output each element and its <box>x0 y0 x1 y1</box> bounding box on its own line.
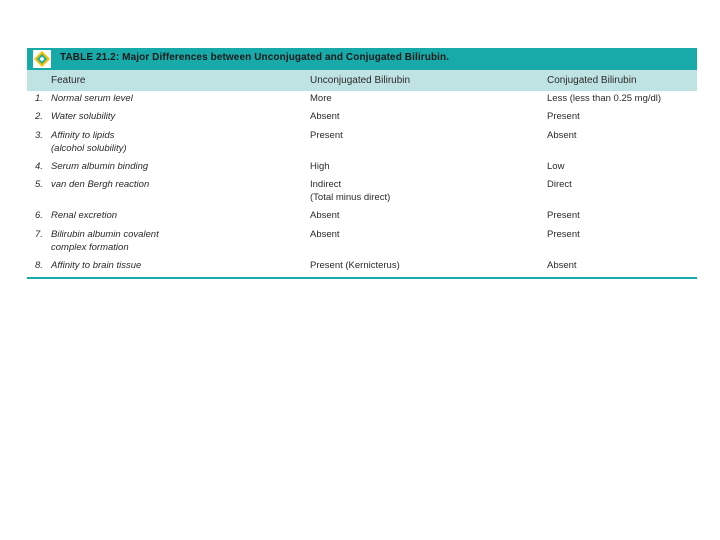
row-unconjugated: High <box>310 161 330 172</box>
table-title: TABLE 21.2: Major Differences between Unconjugated and Conjugated Bilirubin. <box>60 52 450 63</box>
row-conjugated: Low <box>547 161 565 172</box>
row-number: 4. <box>35 161 43 172</box>
row-number: 3. <box>35 130 43 141</box>
row-conjugated: Present <box>547 229 580 240</box>
row-feature: Normal serum level <box>51 93 133 104</box>
differences-table <box>27 48 697 279</box>
diamond-bullet-icon <box>33 50 51 68</box>
row-conjugated: Present <box>547 111 580 122</box>
table-row <box>27 179 697 210</box>
table-header-row <box>27 70 697 91</box>
table-row <box>27 260 697 274</box>
row-feature: Renal excretion <box>51 210 118 221</box>
table-row <box>27 210 697 229</box>
table-row <box>27 111 697 130</box>
table-title-bar <box>27 48 697 70</box>
row-feature: Affinity to lipids (alcohol solubility) <box>51 130 127 154</box>
header-unconjugated: Unconjugated Bilirubin <box>310 75 411 86</box>
table-row <box>27 229 697 260</box>
row-unconjugated: More <box>310 93 332 104</box>
table-row <box>27 93 697 111</box>
row-number: 1. <box>35 93 43 104</box>
row-feature: Serum albumin binding <box>51 161 149 172</box>
row-conjugated: Direct <box>547 179 572 190</box>
table-row <box>27 161 697 179</box>
row-unconjugated: Indirect (Total minus direct) <box>310 179 391 203</box>
table-row <box>27 130 697 161</box>
row-feature: Water solubility <box>51 111 116 122</box>
row-conjugated: Absent <box>547 260 577 271</box>
header-feature: Feature <box>51 75 86 86</box>
row-number: 2. <box>35 111 43 122</box>
row-number: 8. <box>35 260 43 271</box>
table-body <box>27 91 697 277</box>
row-number: 5. <box>35 179 43 190</box>
row-unconjugated: Absent <box>310 210 340 221</box>
row-conjugated: Absent <box>547 130 577 141</box>
row-feature: Bilirubin albumin covalent complex formation <box>51 229 159 253</box>
row-number: 7. <box>35 229 43 240</box>
row-feature: Affinity to brain tissue <box>51 260 142 271</box>
row-conjugated: Present <box>547 210 580 221</box>
row-conjugated: Less (less than 0.25 mg/dl) <box>547 93 662 104</box>
row-unconjugated: Present <box>310 130 343 141</box>
header-conjugated: Conjugated Bilirubin <box>547 75 637 86</box>
table-bottom-rule <box>27 277 697 279</box>
row-feature: van den Bergh reaction <box>51 179 150 190</box>
row-number: 6. <box>35 210 43 221</box>
row-unconjugated: Absent <box>310 111 340 122</box>
row-unconjugated: Absent <box>310 229 340 240</box>
row-unconjugated: Present (Kernicterus) <box>310 260 400 271</box>
